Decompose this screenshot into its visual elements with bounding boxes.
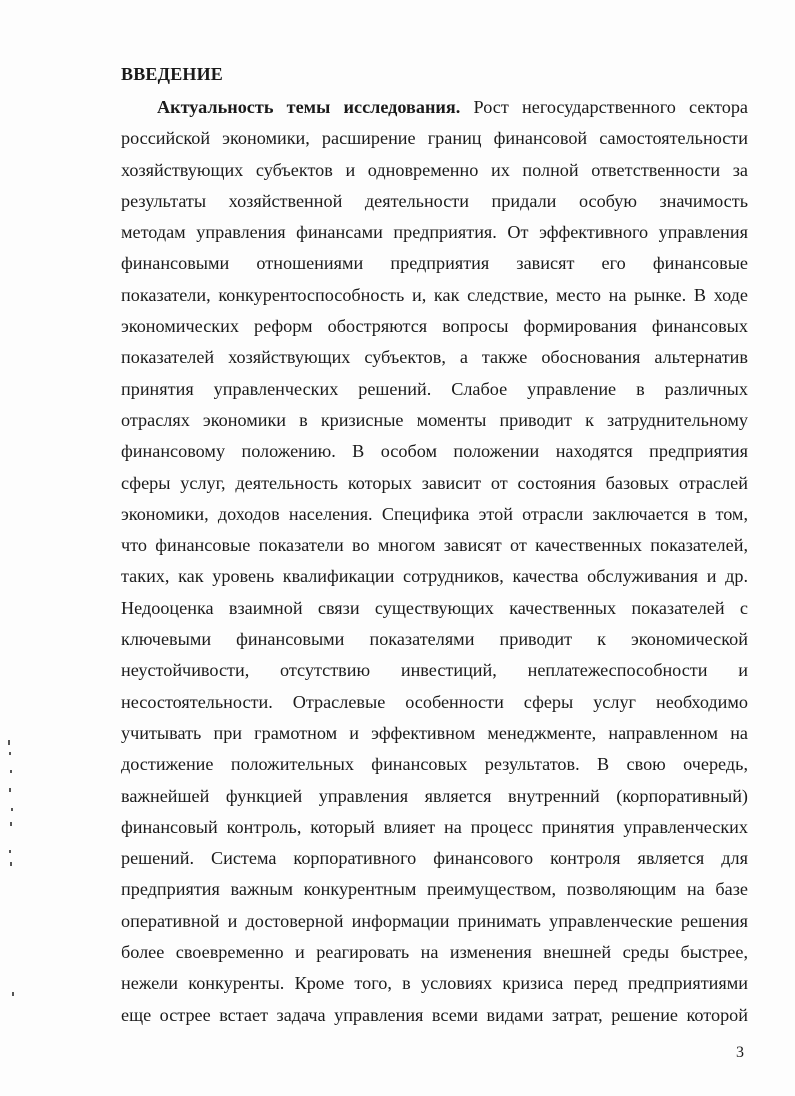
paragraph-line: важнейшей функцией управления является внутренний (корпоративный) — [121, 785, 748, 806]
paragraph-line: решений. Система корпоративного финансового контроля является для — [121, 848, 748, 869]
paragraph-line: предприятия важным конкурентным преимуществом, позволяющим на базе — [121, 879, 748, 900]
paragraph-line: методам управления финансами предприятия. От эффективного управления — [121, 222, 748, 243]
scan-speck — [9, 850, 11, 853]
paragraph-line: учитывать при грамотном и эффективном менеджменте, направленном на — [121, 722, 748, 743]
paragraph-line: финансовыми отношениями предприятия зависят его финансовые — [121, 253, 748, 274]
paragraph-line: принятия управленческих решений. Слабое управление в различных — [121, 378, 748, 399]
paragraph-line: таких, как уровень квалификации сотрудников, качества обслуживания и др. — [121, 566, 748, 587]
paragraph-line: что финансовые показатели во многом зависят от качественных показателей, — [121, 535, 748, 556]
body-text — [121, 92, 748, 1031]
scan-speck — [10, 770, 12, 773]
paragraph-line: оперативной и достоверной информации принимать управленческие решения — [121, 910, 748, 931]
scan-speck — [8, 740, 10, 745]
paragraph-line: хозяйствующих субъектов и одновременно их полной ответственности за — [121, 159, 748, 180]
paragraph-line: российской экономики, расширение границ финансовой самостоятельности — [121, 128, 748, 149]
paragraph-line: финансовому положению. В особом положении находятся предприятия — [121, 441, 748, 462]
scan-speck — [11, 808, 13, 811]
paragraph-line: еще острее встает задача управления всеми видами затрат, решение которой — [121, 1004, 748, 1025]
paragraph-line: более своевременно и реагировать на изменения внешней среды быстрее, — [121, 942, 748, 963]
scan-speck — [12, 992, 14, 996]
section-heading: ВВЕДЕНИЕ — [121, 64, 224, 84]
paragraph-line: неустойчивости, отсутствию инвестиций, неплатежеспособности и — [121, 660, 748, 681]
paragraph-line: нежели конкуренты. Кроме того, в условиях кризиса перед предприятиями — [121, 973, 748, 994]
paragraph-line: экономики, доходов населения. Специфика этой отрасли заключается в том, — [121, 503, 748, 524]
paragraph-line: результаты хозяйственной деятельности придали особую значимость — [121, 190, 748, 211]
scan-speck — [10, 822, 12, 826]
scan-speck — [9, 788, 11, 792]
line-text: Рост негосударственного сектора — [460, 97, 748, 117]
paragraph-line: несостоятельности. Отраслевые особенности сферы услуг необходимо — [121, 691, 748, 712]
scan-margin-marks — [4, 740, 16, 1020]
paragraph-line: отраслях экономики в кризисные моменты приводит к затруднительному — [121, 409, 748, 430]
lead-phrase: Актуальность темы исследования. — [157, 97, 461, 117]
page-number: 3 — [736, 1044, 744, 1061]
paragraph-line: Недооценка взаимной связи существующих качественных показателей с — [121, 597, 748, 618]
paragraph-line: показателей хозяйствующих субъектов, а также обоснования альтернатив — [121, 347, 748, 368]
paragraph-line: достижение положительных финансовых результатов. В свою очередь, — [121, 754, 748, 775]
scan-speck — [9, 752, 11, 755]
scan-speck — [10, 862, 12, 866]
paragraph-line: сферы услуг, деятельность которых зависит от состояния базовых отраслей — [121, 472, 748, 493]
paragraph-line: ключевыми финансовыми показателями приводит к экономической — [121, 629, 748, 650]
paragraph-line: финансовый контроль, который влияет на процесс принятия управленческих — [121, 816, 748, 837]
paragraph-line: экономических реформ обостряются вопросы формирования финансовых — [121, 316, 748, 337]
paragraph-line: показатели, конкурентоспособность и, как следствие, место на рынке. В ходе — [121, 284, 748, 305]
paragraph-line — [121, 92, 748, 123]
